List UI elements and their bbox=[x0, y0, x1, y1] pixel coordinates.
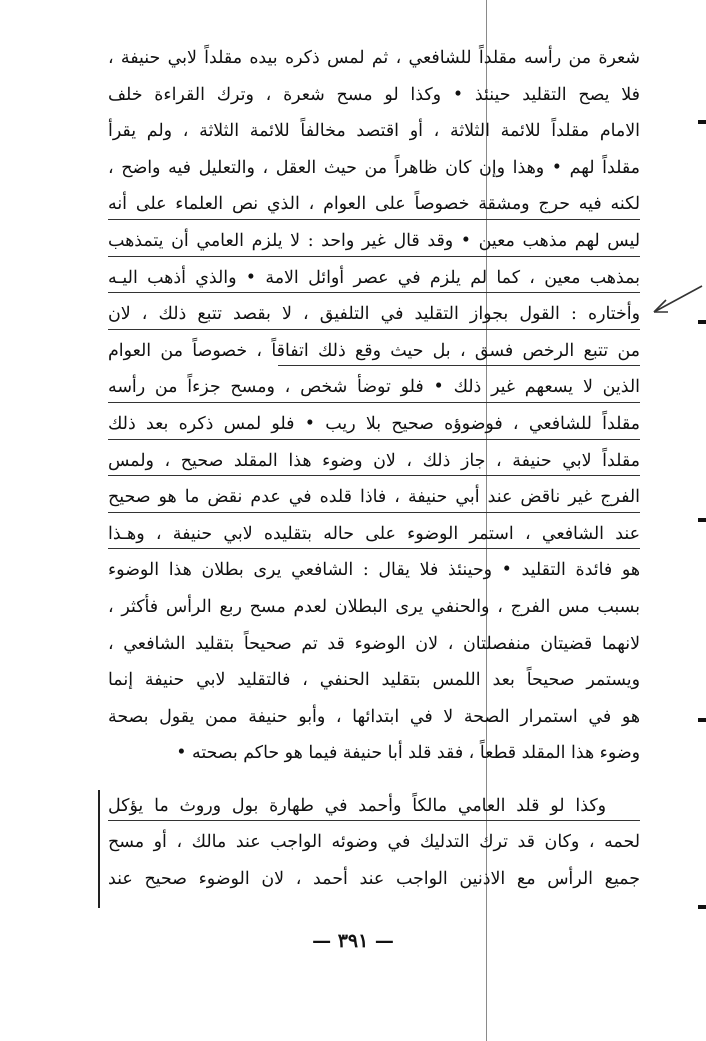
margin-tick bbox=[698, 320, 706, 324]
text-line: وكذا لو قلد العامي مالكاً وأحمد في طهارة بول وروث ما يؤكل bbox=[108, 788, 640, 825]
page-number: — ٣٩١ — bbox=[312, 930, 394, 952]
text-line: ليس لهم مذهب معين • وقد قال غير واحد : لا يلزم العامي أن يتمذهب bbox=[108, 223, 640, 260]
text-line: هو فائدة التقليد • وحينئذ فلا يقال : الشافعي يرى بطلان هذا الوضوء bbox=[108, 560, 640, 581]
margin-arrow-icon bbox=[646, 282, 706, 322]
text-line: من تتبع الرخص فسق ، بل حيث وقع ذلك اتفاقاً ، خصوصاً من العوام bbox=[108, 333, 640, 370]
margin-mark-bar bbox=[98, 790, 100, 908]
text-line: الذين لا يسعهم غير ذلك • فلو توضأ شخص ، ومسح جزءاً من رأسه bbox=[108, 369, 640, 406]
body-text bbox=[108, 40, 640, 898]
text-line: مقلداً لهم • وهذا وإن كان ظاهراً من حيث العقل ، والتعليل فيه واضح ، bbox=[108, 157, 640, 178]
text-line: مقلداً للشافعي ، فوضوؤه صحيح بلا ريب • فلو لمس ذكره بعد ذلك bbox=[108, 406, 640, 443]
text-line: بسبب مس الفرج ، والحنفي يرى البطلان لعدم مسح ربع الرأس فأكثر ، bbox=[108, 596, 640, 617]
text-line: هو في استمرار الصحة لا في ابتدائها ، وأبو حنيفة ممن يقول بصحة bbox=[108, 706, 640, 727]
margin-tick bbox=[698, 905, 706, 909]
text-line: الامام مقلداً للائمة الثلاثة ، أو اقتصد مخالفاً للائمة الثلاثة ، ولم يقرأ bbox=[108, 121, 640, 142]
margin-tick bbox=[698, 518, 706, 522]
text-line: لكنه فيه حرج ومشقة خصوصاً على العوام ، الذي نص العلماء على أنه bbox=[108, 186, 640, 223]
text-line: مقلداً لابي حنيفة ، جاز ذلك ، لان وضوء هذا المقلد صحيح ، ولمس bbox=[108, 443, 640, 480]
text-line: شعرة من رأسه مقلداً للشافعي ، ثم لمس ذكره بيده مقلداً لابي حنيفة ، bbox=[108, 48, 640, 68]
text-line: وضوء هذا المقلد قطعاً ، فقد قلد أبا حنيفة فيما هو حاكم بصحته • bbox=[176, 743, 640, 764]
paragraph-gap bbox=[108, 772, 640, 788]
text-line: ويستمر صحيحاً بعد اللمس بتقليد الحنفي ، فالتقليد لابي حنيفة إنما bbox=[108, 670, 640, 691]
margin-tick bbox=[698, 120, 706, 124]
text-line: الفرج غير ناقض عند أبي حنيفة ، فاذا قلده في عدم نقض ما هو صحيح bbox=[108, 479, 640, 516]
text-line: وأختاره : القول بجواز التقليد في التلفيق ، لا بقصد تتبع ذلك ، لان bbox=[108, 296, 640, 333]
text-line: عند الشافعي ، استمر الوضوء على حاله بتقليده لابي حنيفة ، وهـذا bbox=[108, 516, 640, 553]
text-line: لانهما قضيتان منفصلتان ، لان الوضوء قد تم صحيحاً بتقليد الشافعي ، bbox=[108, 633, 640, 654]
text-line: فلا يصح التقليد حينئذ • وكذا لو مسح شعرة ، وترك القراءة خلف bbox=[108, 84, 640, 105]
margin-tick bbox=[698, 718, 706, 722]
text-line: بمذهب معين ، كما لم يلزم في عصر أوائل الامة • والذي أذهب اليـه bbox=[108, 260, 640, 297]
text-line: جميع الرأس مع الاذنين الواجب عند أحمد ، لان الوضوء صحيح عند bbox=[108, 869, 640, 890]
text-line: لحمه ، وكان قد ترك التدليك في وضوئه الواجب عند مالك ، أو مسح bbox=[108, 832, 640, 853]
